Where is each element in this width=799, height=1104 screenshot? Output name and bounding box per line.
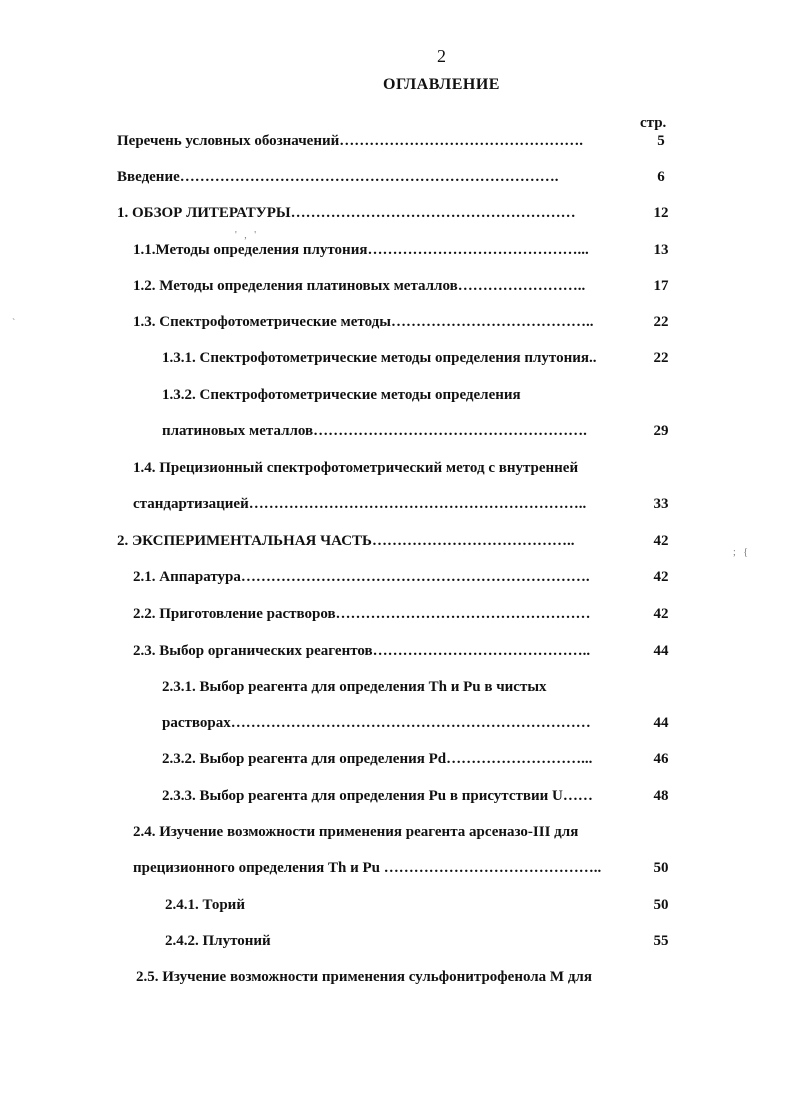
toc-entry-text: стандартизацией………………………………………………………….. xyxy=(133,496,587,512)
toc-entry-text: Перечень условных обозначений…………………………………………. xyxy=(117,133,584,149)
toc-entry-text: 1.3.2. Спектрофотометрические методы определения xyxy=(162,387,521,403)
toc-entry-text: 1.1.Методы определения плутония……………………………………... xyxy=(133,242,589,258)
toc-entry xyxy=(0,569,799,591)
toc-entry xyxy=(0,314,799,336)
toc-entry-page: 17 xyxy=(653,278,669,294)
toc-entry-page: 5 xyxy=(657,133,665,149)
toc-entry xyxy=(0,496,799,518)
scan-speck: ` xyxy=(12,318,16,329)
toc-entry xyxy=(0,969,799,991)
toc-entry-page: 50 xyxy=(653,860,669,876)
toc-entry-text: 1.3.1. Спектрофотометрические методы определения плутония.. xyxy=(162,350,597,366)
toc-entry-text: 2.2. Приготовление растворов…………………………………………… xyxy=(133,606,591,622)
toc-entry xyxy=(0,350,799,372)
toc-entry-page: 13 xyxy=(653,242,669,258)
toc-entry xyxy=(0,933,799,955)
scan-speck: ' , ' xyxy=(235,230,257,241)
toc-entry-page: 22 xyxy=(653,350,669,366)
toc-entry xyxy=(0,751,799,773)
toc-entry-text: 2.1. Аппаратура……………………………………………………………. xyxy=(133,569,590,585)
toc-entry-text: 2.3.1. Выбор реагента для определения Th и Pu в чистых xyxy=(162,679,547,695)
page-title: ОГЛАВЛЕНИЕ xyxy=(383,76,500,93)
toc-entry-text: растворах……………………………………………………………… xyxy=(162,715,591,731)
toc-entry-page: 29 xyxy=(653,423,669,439)
toc-entry xyxy=(0,278,799,300)
toc-entry-page: 50 xyxy=(653,897,669,913)
page-number: 2 xyxy=(437,46,446,66)
toc-entry-text: 2.4.2. Плутоний xyxy=(165,933,271,949)
toc-entry xyxy=(0,897,799,919)
toc-entry-page: 46 xyxy=(653,751,669,767)
toc-entry-text: 2.4.1. Торий xyxy=(165,897,245,913)
toc-entry-text: 2.4. Изучение возможности применения реагента арсеназо-III для xyxy=(133,824,579,840)
toc-entry-text: Введение…………………………………………………………………. xyxy=(117,169,559,185)
scan-speck: ; { xyxy=(733,547,749,558)
toc-entry-page: 6 xyxy=(657,169,665,185)
toc-entry-page: 42 xyxy=(653,569,669,585)
toc-entry xyxy=(0,387,799,409)
toc-entry xyxy=(0,606,799,628)
toc-entry xyxy=(0,788,799,810)
toc-entry-text: 2.5. Изучение возможности применения сульфонитрофенола М для xyxy=(136,969,592,985)
toc-entry-page: 42 xyxy=(653,533,669,549)
toc-entry xyxy=(0,715,799,737)
toc-entry xyxy=(0,460,799,482)
toc-entry xyxy=(0,423,799,445)
toc-entry xyxy=(0,205,799,227)
toc-entry xyxy=(0,643,799,665)
toc-entry xyxy=(0,679,799,701)
toc-entry-page: 55 xyxy=(653,933,669,949)
toc-entry-text: 2.3.2. Выбор реагента для определения Pd………………………... xyxy=(162,751,593,767)
toc-entry-text: 1.4. Прецизионный спектрофотометрический метод с внутренней xyxy=(133,460,579,476)
toc-entry-text: 1.2. Методы определения платиновых металлов…………………….. xyxy=(133,278,586,294)
toc-entry-page: 48 xyxy=(653,788,669,804)
toc-entry-page: 42 xyxy=(653,606,669,622)
page-column-header: стр. xyxy=(640,115,667,131)
toc-entry xyxy=(0,133,799,155)
toc-entry xyxy=(0,860,799,882)
toc-entry xyxy=(0,169,799,191)
toc-entry-page: 44 xyxy=(653,715,669,731)
toc-entry-text: 1. ОБЗОР ЛИТЕРАТУРЫ………………………………………………… xyxy=(117,205,576,221)
toc-entry-page: 33 xyxy=(653,496,669,512)
toc-entry-text: 2. ЭКСПЕРИМЕНТАЛЬНАЯ ЧАСТЬ………………………………….. xyxy=(117,533,575,549)
toc-entry-text: 2.3.3. Выбор реагента для определения Pu в присутствии U…… xyxy=(162,788,593,804)
toc-entry xyxy=(0,824,799,846)
toc-entry-text: прецизионного определения Th и Pu …………………………………….. xyxy=(133,860,602,876)
toc-entry-text: 1.3. Спектрофотометрические методы………………………………….. xyxy=(133,314,594,330)
toc-entry-text: платиновых металлов………………………………………………. xyxy=(162,423,587,439)
toc-entry xyxy=(0,533,799,555)
toc-entry-page: 44 xyxy=(653,643,669,659)
toc-entry-page: 22 xyxy=(653,314,669,330)
toc-entry-text: 2.3. Выбор органических реагентов…………………………………….. xyxy=(133,643,591,659)
toc-entry xyxy=(0,242,799,264)
toc-entry-page: 12 xyxy=(653,205,669,221)
